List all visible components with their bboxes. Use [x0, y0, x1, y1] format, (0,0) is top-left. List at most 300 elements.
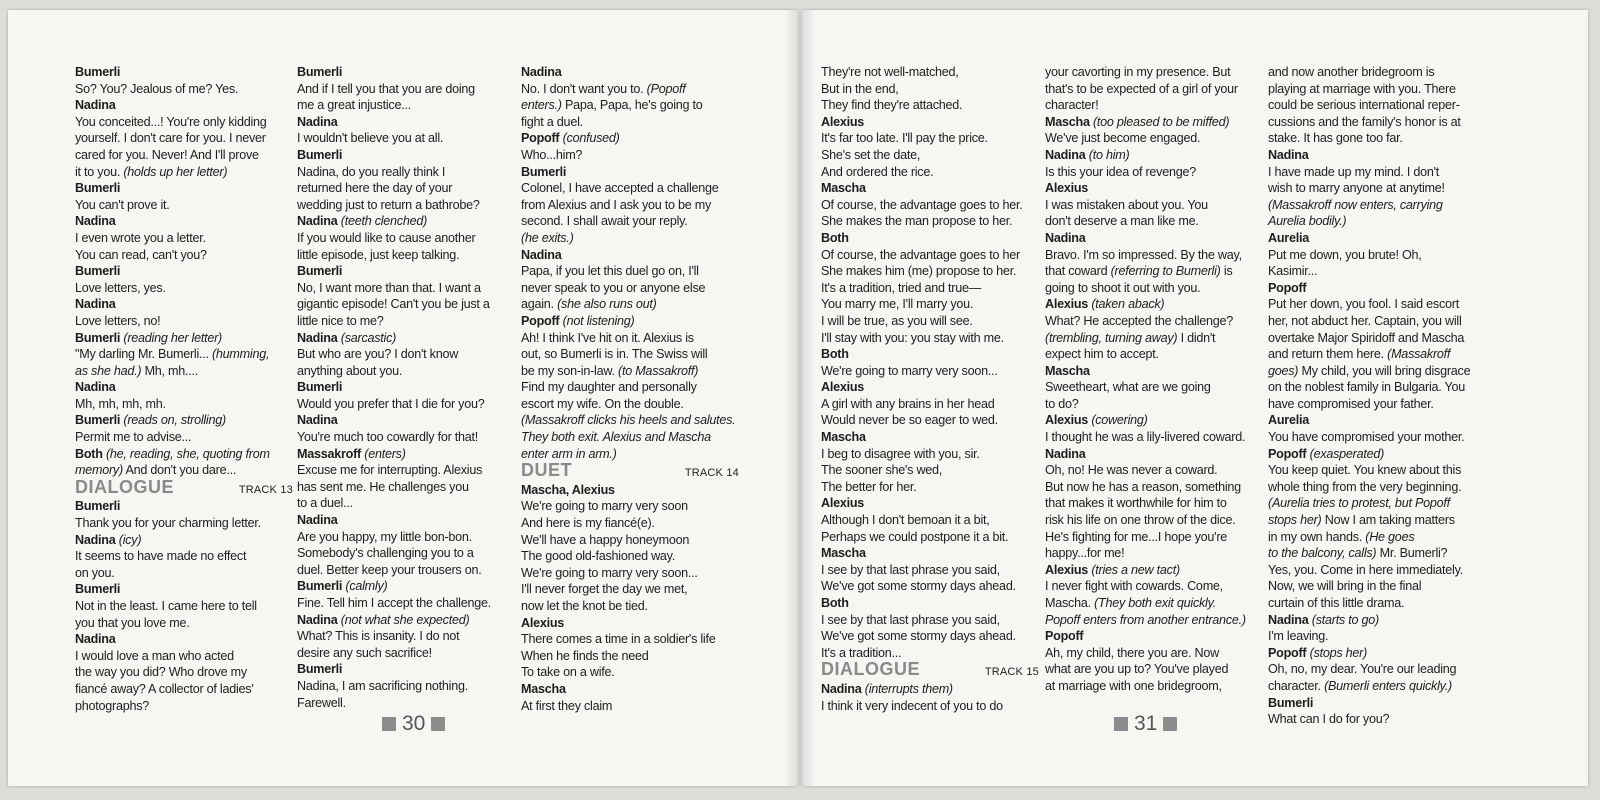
line-text: character!: [1045, 98, 1099, 113]
text-line: [821, 330, 1039, 347]
line-text: She makes him (me) propose to her.: [821, 264, 1017, 279]
text-line: [521, 581, 739, 598]
text-line: [821, 296, 1039, 313]
speaker-line: [521, 615, 739, 632]
line-text: yourself. I don't care for you. I never: [75, 131, 266, 146]
stage-direction: (interrupts them): [864, 681, 953, 696]
line-text: the way you did? Who drove my: [75, 665, 247, 680]
line-text: You keep quiet. You knew about this: [1268, 463, 1462, 478]
text-line: [1045, 661, 1263, 678]
text-line: [521, 498, 739, 515]
text-line: [521, 180, 739, 197]
stage-direction: Popoff enters from another entrance.): [1045, 612, 1246, 627]
speaker-line: [297, 114, 515, 131]
speaker-line: [1268, 412, 1486, 429]
stage-direction: to the balcony, calls): [1268, 546, 1377, 561]
text-line: [1268, 197, 1486, 214]
speaker-line: [1268, 230, 1486, 247]
speaker-name: Alexius: [1045, 297, 1089, 312]
text-line: [821, 197, 1039, 214]
page-30-column-3: [521, 64, 739, 714]
speaker-name: Bumerli: [75, 413, 121, 428]
speaker-name: Popoff: [1045, 629, 1084, 644]
speaker-line: [75, 330, 293, 347]
line-text: I was mistaken about you. You: [1045, 197, 1208, 212]
speaker-name: Bumerli: [297, 65, 343, 79]
page-number-square: [431, 717, 445, 731]
text-line: [821, 97, 1039, 114]
speaker-name: Alexius: [821, 380, 865, 395]
speaker-line: [297, 64, 515, 81]
line-text: And if I tell you that you are doing: [297, 81, 475, 96]
line-text: It's a tradition, tried and true—: [821, 280, 982, 295]
speaker-name: Bumerli: [75, 330, 121, 345]
speaker-name: Aurelia: [1268, 230, 1309, 245]
text-line: [821, 164, 1039, 181]
text-line: [75, 313, 293, 330]
line-text: We'll have a happy honeymoon: [521, 532, 690, 547]
line-text: Papa, Papa, he's going to: [564, 98, 703, 113]
line-text: photographs?: [75, 698, 150, 713]
line-text: We're going to marry very soon: [521, 499, 688, 514]
line-text: I didn't: [1180, 330, 1216, 345]
speaker-name: Nadina: [521, 65, 562, 79]
text-line: [821, 412, 1039, 429]
line-text: And don't you dare...: [125, 463, 237, 478]
line-text: Mh, mh....: [144, 363, 199, 378]
stage-direction: (starts to go): [1311, 612, 1379, 627]
speaker-line: [1045, 147, 1263, 164]
text-line: [297, 180, 515, 197]
text-line: [1268, 263, 1486, 280]
line-text: I'll stay with you: you stay with me.: [821, 330, 1004, 345]
line-text: escort my wife. On the double.: [521, 396, 684, 411]
speaker-line: [1045, 230, 1263, 247]
line-text: Sweetheart, what are we going: [1045, 380, 1211, 395]
line-text: They're not well-matched,: [821, 65, 959, 79]
stage-direction: Aurelia bodily.): [1268, 214, 1347, 229]
speaker-line: [521, 313, 739, 330]
speaker-line: [75, 296, 293, 313]
speaker-name: Alexius: [821, 496, 865, 511]
text-line: [297, 678, 515, 695]
line-text: The better for her.: [821, 479, 917, 494]
line-text: Put me down, you brute! Oh,: [1268, 247, 1422, 262]
speaker-name: Nadina: [297, 214, 338, 229]
track-number: TRACK 13: [238, 483, 293, 496]
text-line: [821, 147, 1039, 164]
line-text: that's to be expected of a girl of your: [1045, 81, 1238, 96]
speaker-name: Popoff: [1268, 645, 1307, 660]
line-text: character.: [1268, 678, 1321, 693]
speaker-name: Bumerli: [297, 380, 343, 395]
line-text: Yes, you. Come in here immediately.: [1268, 562, 1463, 577]
text-line: [297, 495, 515, 512]
text-line: [75, 130, 293, 147]
text-line: [521, 230, 739, 247]
line-text: fiancé away? A collector of ladies': [75, 681, 254, 696]
left-page-30: [8, 10, 798, 786]
text-line: [821, 313, 1039, 330]
line-text: Farewell.: [297, 695, 346, 710]
section-heading: [75, 476, 293, 499]
section-title: DIALOGUE: [75, 476, 175, 497]
stage-direction: (Massakroff clicks his heels and salutes.: [521, 413, 736, 428]
speaker-name: Bumerli: [75, 582, 121, 597]
line-text: risk his life on one throw of the dice.: [1045, 513, 1236, 528]
line-text: Would you prefer that I die for you?: [297, 396, 485, 411]
text-line: [1045, 645, 1263, 662]
page-31-column-2: [1045, 64, 1263, 695]
line-text: Bravo. I'm so impressed. By the way,: [1045, 247, 1242, 262]
text-line: [297, 230, 515, 247]
speaker-name: Bumerli: [521, 164, 567, 179]
line-text: Now, we will bring in the final: [1268, 579, 1422, 594]
line-text: You can read, can't you?: [75, 247, 207, 262]
stage-direction: (They both exit quickly.: [1094, 596, 1216, 610]
text-line: [1045, 479, 1263, 496]
line-text: We've got some stormy days ahead.: [821, 629, 1016, 644]
text-line: [521, 81, 739, 98]
text-line: [297, 130, 515, 147]
text-line: [1268, 529, 1486, 546]
stage-direction: stops her): [1268, 513, 1322, 528]
text-line: [1268, 495, 1486, 512]
page-number-square: [382, 717, 396, 731]
text-line: [75, 346, 293, 363]
line-text: You marry me, I'll marry you.: [821, 297, 974, 312]
speaker-line: [297, 412, 515, 429]
text-line: [75, 280, 293, 297]
track-number: TRACK 15: [984, 666, 1039, 679]
text-line: [1045, 263, 1263, 280]
line-text: And here is my fiancé(e).: [521, 516, 655, 531]
text-line: [297, 462, 515, 479]
line-text: I'll never forget the day we met,: [521, 582, 688, 597]
text-line: [297, 695, 515, 712]
text-line: [75, 615, 293, 632]
speaker-line: [521, 681, 739, 698]
line-text: that coward: [1045, 264, 1108, 279]
line-text: We've got some stormy days ahead.: [821, 579, 1016, 594]
speaker-name: Alexius: [521, 615, 565, 630]
line-text: Oh, no, my dear. You're our leading: [1268, 662, 1457, 677]
line-text: happy...for me!: [1045, 546, 1125, 561]
text-line: [521, 664, 739, 681]
line-text: Now I am taking matters: [1324, 513, 1455, 528]
speaker-line: [75, 412, 293, 429]
line-text: Colonel, I have accepted a challenge: [521, 181, 719, 196]
line-text: playing at marriage with you. There: [1268, 81, 1456, 96]
line-text: We're going to marry very soon...: [521, 565, 698, 580]
text-line: [1268, 562, 1486, 579]
text-line: [821, 396, 1039, 413]
line-text: I even wrote you a letter.: [75, 230, 206, 245]
text-line: [1268, 130, 1486, 147]
text-line: [521, 114, 739, 131]
text-line: [1268, 64, 1486, 81]
stage-direction: (taken aback): [1091, 297, 1165, 312]
stage-direction: (He goes: [1365, 529, 1415, 544]
speaker-name: Nadina: [297, 513, 338, 528]
stage-direction: They both exit. Alexius and Mascha: [521, 430, 711, 445]
section-heading: [821, 661, 1039, 681]
page-31-column-1: [821, 64, 1039, 714]
line-text: The good old-fashioned way.: [521, 549, 676, 564]
page-number-31: [1114, 712, 1177, 736]
text-line: [1045, 612, 1263, 629]
text-line: [821, 263, 1039, 280]
speaker-name: Bumerli: [75, 264, 121, 279]
text-line: [1045, 97, 1263, 114]
line-text: I would love a man who acted: [75, 648, 234, 663]
text-line: [75, 681, 293, 698]
line-text: overtake Major Spiridoff and Mascha: [1268, 330, 1465, 345]
stage-direction: (calmly): [345, 579, 388, 594]
stage-direction: (Bumerli enters quickly.): [1324, 678, 1452, 693]
text-line: [75, 548, 293, 565]
line-text: What? This is insanity. I do not: [297, 629, 460, 644]
speaker-name: Nadina: [1045, 147, 1086, 162]
line-text: Excuse me for interrupting. Alexius: [297, 463, 483, 478]
page-number-square: [1114, 717, 1128, 731]
text-line: [1268, 711, 1486, 728]
line-text: her, not abduct her. Captain, you will: [1268, 313, 1462, 328]
text-line: [297, 545, 515, 562]
speaker-name: Mascha: [821, 181, 866, 196]
line-text: to do?: [1045, 396, 1079, 411]
text-line: [75, 515, 293, 532]
speaker-name: Massakroff: [297, 446, 361, 461]
speaker-name: Popoff: [1268, 446, 1307, 461]
text-line: [521, 429, 739, 446]
text-line: [521, 598, 739, 615]
speaker-line: [1268, 147, 1486, 164]
line-text: You have compromised your mother.: [1268, 430, 1465, 445]
line-text: It's a tradition...: [821, 645, 902, 660]
track-number: TRACK 14: [684, 467, 739, 480]
stage-direction: memory): [75, 463, 123, 478]
page-number-text: 30: [402, 712, 426, 735]
line-text: has sent me. He challenges you: [297, 479, 469, 494]
line-text: Oh, no! He was never a coward.: [1045, 463, 1218, 478]
speaker-line: [75, 581, 293, 598]
line-text: never speak to you or anyone else: [521, 280, 706, 295]
text-line: [1045, 578, 1263, 595]
speaker-line: [1045, 296, 1263, 313]
stage-direction: (to Massakroff): [618, 363, 699, 378]
line-text: and return them here.: [1268, 347, 1384, 362]
text-line: [821, 612, 1039, 629]
speaker-name: Alexius: [1045, 562, 1089, 577]
line-text: There comes a time in a soldier's life: [521, 632, 716, 647]
stage-direction: enter arm in arm.): [521, 446, 617, 461]
line-text: To take on a wife.: [521, 665, 615, 680]
speaker-name: Bumerli: [75, 65, 121, 79]
text-line: [75, 363, 293, 380]
line-text: He's fighting for me...I hope you're: [1045, 529, 1228, 544]
line-text: me a great injustice...: [297, 98, 411, 113]
text-line: [1268, 396, 1486, 413]
speaker-name: Nadina: [75, 98, 116, 113]
line-text: cussions and the family's honor is at: [1268, 114, 1461, 129]
text-line: [1045, 197, 1263, 214]
text-line: [1268, 628, 1486, 645]
line-text: Mh, mh, mh, mh.: [75, 396, 166, 411]
text-line: [521, 515, 739, 532]
speaker-name: Popoff: [1268, 280, 1307, 295]
text-line: [1045, 396, 1263, 413]
text-line: [521, 565, 739, 582]
speaker-name: Bumerli: [297, 662, 343, 677]
line-text: I beg to disagree with you, sir.: [821, 446, 980, 461]
text-line: [75, 598, 293, 615]
text-line: [1268, 512, 1486, 529]
text-line: [297, 247, 515, 264]
section-title: DIALOGUE: [821, 659, 921, 680]
text-line: [521, 263, 739, 280]
text-line: [1268, 81, 1486, 98]
speaker-name: Nadina: [75, 532, 116, 547]
text-line: [521, 197, 739, 214]
text-line: [297, 562, 515, 579]
speaker-line: [821, 681, 1039, 698]
speaker-name: Mascha, Alexius: [521, 482, 615, 497]
stage-direction: (stops her): [1309, 645, 1368, 660]
line-text: "My darling Mr. Bumerli...: [75, 347, 209, 362]
text-line: [1045, 529, 1263, 546]
line-text: No. I don't want you to.: [521, 81, 644, 96]
text-line: [75, 664, 293, 681]
line-text: Not in the least. I came here to tell: [75, 599, 257, 613]
line-text: to a duel...: [297, 496, 353, 511]
text-line: [297, 479, 515, 496]
line-text: don't deserve a man like me.: [1045, 214, 1199, 229]
line-text: Fine. Tell him I accept the challenge.: [297, 596, 491, 610]
text-line: [821, 529, 1039, 546]
speaker-line: [1268, 645, 1486, 662]
text-line: [821, 462, 1039, 479]
speaker-name: Bumerli: [297, 147, 343, 162]
text-line: [1268, 462, 1486, 479]
text-line: [297, 164, 515, 181]
stage-direction: (reading her letter): [123, 330, 222, 345]
stage-direction: (Aurelia tries to protest, but Popoff: [1268, 496, 1450, 511]
text-line: [297, 280, 515, 297]
line-text: But now he has a reason, something: [1045, 479, 1241, 494]
line-text: gigantic episode! Can't you be just a: [297, 297, 490, 312]
speaker-name: Bumerli: [1268, 695, 1314, 710]
stage-direction: (he exits.): [521, 230, 574, 245]
line-text: whole thing from the very beginning.: [1268, 479, 1462, 494]
stage-direction: (icy): [118, 532, 142, 547]
stage-direction: (not what she expected): [340, 612, 470, 627]
line-text: My child, you will bring disgrace: [1301, 363, 1471, 378]
stage-direction: (Popoff: [646, 81, 686, 96]
text-line: [75, 147, 293, 164]
text-line: [521, 698, 739, 715]
line-text: little episode, just keep talking.: [297, 247, 460, 262]
line-text: Of course, the advantage goes to her.: [821, 197, 1023, 212]
text-line: [1045, 462, 1263, 479]
text-line: [1045, 678, 1263, 695]
line-text: Love letters, no!: [75, 313, 161, 328]
line-text: I thought he was a lily-livered coward.: [1045, 430, 1246, 445]
line-text: desire any such sacrifice!: [297, 645, 432, 660]
line-text: It's far too late. I'll pay the price.: [821, 131, 988, 146]
speaker-name: Popoff: [521, 313, 560, 328]
speaker-name: Nadina: [75, 632, 116, 647]
speaker-line: [1045, 412, 1263, 429]
text-line: [521, 147, 739, 164]
text-line: [821, 64, 1039, 81]
text-line: [821, 628, 1039, 645]
speaker-name: Both: [75, 446, 103, 461]
text-line: [75, 230, 293, 247]
text-line: [1268, 595, 1486, 612]
speaker-name: Nadina: [297, 114, 338, 129]
text-line: [75, 197, 293, 214]
text-line: [521, 532, 739, 549]
line-text: You can't prove it.: [75, 197, 170, 212]
stage-direction: (to him): [1088, 147, 1130, 162]
speaker-line: [1045, 114, 1263, 131]
line-text: What? He accepted the challenge?: [1045, 313, 1234, 328]
line-text: Is this your idea of revenge?: [1045, 164, 1196, 179]
speaker-line: [821, 379, 1039, 396]
line-text: I wouldn't believe you at all.: [297, 131, 444, 146]
line-text: Perhaps we could postpone it a bit.: [821, 529, 1009, 544]
line-text: going to shoot it out with you.: [1045, 280, 1201, 295]
page-30-column-2: [297, 64, 515, 711]
text-line: [297, 396, 515, 413]
line-text: You're much too cowardly for that!: [297, 430, 479, 445]
stage-direction: (cowering): [1091, 413, 1148, 428]
line-text: We've just become engaged.: [1045, 131, 1201, 146]
line-text: be my son-in-law.: [521, 363, 615, 378]
text-line: [521, 648, 739, 665]
speaker-line: [1045, 446, 1263, 463]
text-line: [1268, 479, 1486, 496]
speaker-name: Nadina: [75, 297, 116, 312]
text-line: [297, 81, 515, 98]
stage-direction: (tries a new tact): [1091, 562, 1180, 577]
line-text: on the noblest family in Bulgaria. You: [1268, 380, 1466, 395]
text-line: [521, 363, 739, 380]
line-text: have compromised your father.: [1268, 396, 1434, 411]
text-line: [821, 578, 1039, 595]
text-line: [1268, 379, 1486, 396]
line-text: It seems to have made no effect: [75, 549, 247, 564]
text-line: [1045, 81, 1263, 98]
line-text: She makes the man propose to her.: [821, 214, 1013, 229]
spine-shadow: [784, 10, 798, 786]
line-text: at marriage with one bridegroom,: [1045, 678, 1222, 693]
stage-direction: (Massakroff now enters, carrying: [1268, 197, 1443, 212]
line-text: I see by that last phrase you said,: [821, 612, 1000, 627]
text-line: [1045, 495, 1263, 512]
line-text: Nadina, I am sacrificing nothing.: [297, 678, 468, 693]
line-text: And ordered the rice.: [821, 164, 934, 179]
spine-shadow: [802, 10, 816, 786]
line-text: you that you love me.: [75, 615, 190, 630]
line-text: The sooner she's wed,: [821, 463, 943, 478]
speaker-line: [75, 532, 293, 549]
text-line: [1045, 545, 1263, 562]
stage-direction: enters.): [521, 98, 562, 113]
stage-direction: (Massakroff: [1387, 347, 1451, 362]
text-line: [75, 114, 293, 131]
